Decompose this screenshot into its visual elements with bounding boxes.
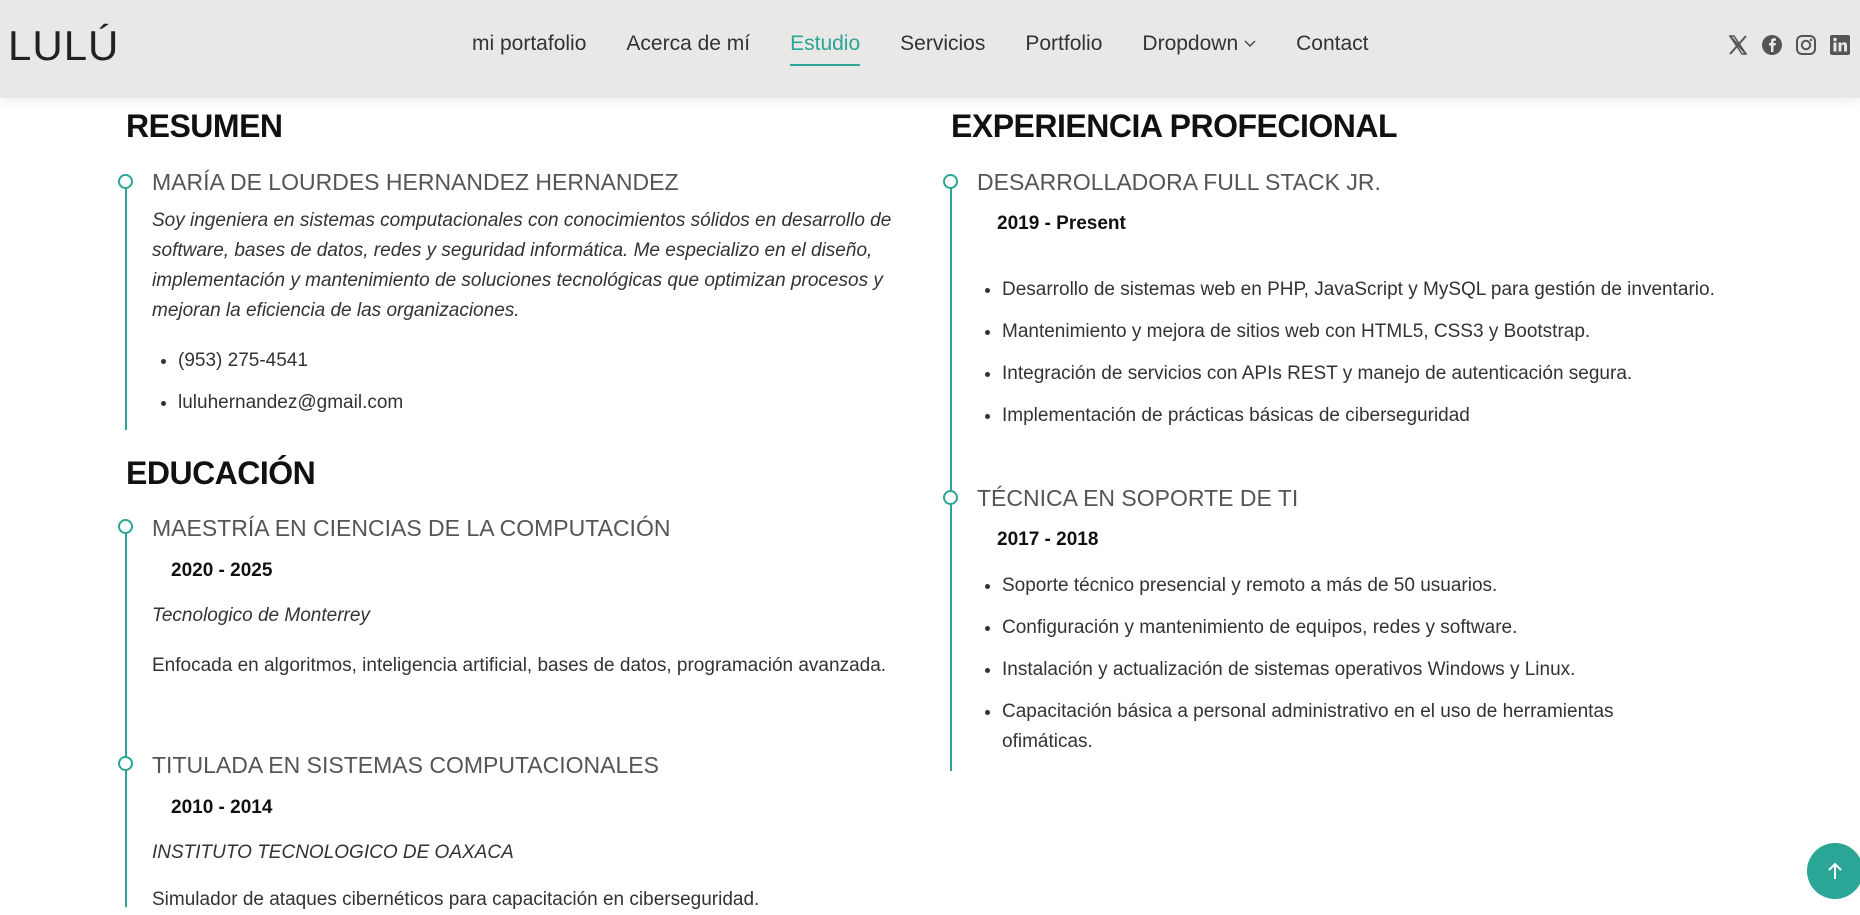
chevron-down-icon [1244, 40, 1256, 48]
arrow-up-icon [1826, 861, 1844, 881]
education-item-institution: Tecnologico de Monterrey [152, 605, 370, 626]
linkedin-icon[interactable] [1829, 34, 1851, 56]
instagram-icon[interactable] [1795, 34, 1817, 56]
experiencia-title: EXPERIENCIA PROFECIONAL [951, 108, 1398, 144]
experience-bullets [978, 275, 1832, 443]
resumen-title: RESUMEN [126, 108, 283, 144]
education-item-dates: 2020 - 2025 [171, 560, 273, 581]
timeline-dot [943, 490, 958, 505]
resumen-summary: Soy ingeniera en sistemas computacionales con conocimientos sólidos en desarrollo de software, bases de datos, redes y seguridad informática. Me especializo en el diseño, implementación y mantenimiento de soluciones tecnológicas que optimizan procesos y mejoran la eficiencia de las organizaciones. [152, 210, 892, 321]
list-item: • Mantenimiento y mejora de sitios web con HTML5, CSS3 y Bootstrap. [1002, 317, 1832, 347]
educacion-timeline [125, 527, 127, 907]
back-to-top-button[interactable] [1807, 843, 1860, 899]
site-logo[interactable]: LULÚ [8, 22, 120, 69]
contact-phone: • (953) 275-4541 [178, 346, 778, 376]
nav-portfolio[interactable]: Portfolio [1025, 32, 1103, 55]
nav-estudio[interactable]: Estudio [790, 32, 860, 66]
resumen-name: MARÍA DE LOURDES HERNANDEZ HERNANDEZ [152, 169, 679, 195]
experience-item-dates: 2017 - 2018 [997, 529, 1099, 550]
education-item-description: Enfocada en algoritmos, inteligencia artificial, bases de datos, programación avanzada. [152, 655, 887, 676]
x-icon[interactable] [1727, 34, 1749, 56]
experience-item-title: TÉCNICA EN SOPORTE DE TI [977, 485, 1299, 511]
list-item: • Integración de servicios con APIs REST y manejo de autenticación segura. [1002, 359, 1832, 389]
education-item-dates: 2010 - 2014 [171, 797, 273, 818]
education-item-title: TITULADA EN SISTEMAS COMPUTACIONALES [152, 752, 659, 778]
contact-list [154, 346, 778, 430]
main-nav [452, 32, 1389, 66]
site-header [0, 0, 1860, 98]
nav-servicios[interactable]: Servicios [900, 32, 986, 55]
nav-dropdown[interactable] [1142, 32, 1256, 66]
educacion-title: EDUCACIÓN [126, 455, 316, 491]
list-item: • Configuración y mantenimiento de equipos, redes y software. [1002, 613, 1702, 643]
timeline-dot [118, 174, 133, 189]
timeline-dot [943, 174, 958, 189]
experience-item-title: DESARROLLADORA FULL STACK JR. [977, 169, 1381, 195]
nav-contact[interactable]: Contact [1296, 32, 1369, 55]
list-item: • Soporte técnico presencial y remoto a más de 50 usuarios. [1002, 571, 1702, 601]
nav-mi-portafolio[interactable]: mi portafolio [472, 32, 587, 55]
social-links [1727, 34, 1851, 56]
experience-bullets [978, 571, 1702, 769]
list-item: • Implementación de prácticas básicas de ciberseguridad [1002, 401, 1832, 431]
list-item: • Capacitación básica a personal administrativo en el uso de herramientas ofimáticas. [1002, 697, 1702, 757]
experiencia-timeline [950, 182, 952, 771]
resumen-timeline [125, 182, 127, 430]
nav-acerca-de-mi[interactable]: Acerca de mí [626, 32, 751, 55]
list-item: • Instalación y actualización de sistemas operativos Windows y Linux. [1002, 655, 1702, 685]
education-item-title: MAESTRÍA EN CIENCIAS DE LA COMPUTACIÓN [152, 515, 671, 541]
education-item-description: Simulador de ataques cibernéticos para capacitación en ciberseguridad. [152, 889, 760, 910]
experience-item-dates: 2019 - Present [997, 213, 1126, 234]
education-item-institution: INSTITUTO TECNOLOGICO DE OAXACA [152, 842, 514, 863]
facebook-icon[interactable] [1761, 34, 1783, 56]
list-item: • Desarrollo de sistemas web en PHP, JavaScript y MySQL para gestión de inventario. [1002, 275, 1832, 305]
timeline-dot [118, 756, 133, 771]
nav-dropdown-label: Dropdown [1142, 32, 1239, 55]
timeline-dot [118, 519, 133, 534]
contact-email: • luluhernandez@gmail.com [178, 388, 778, 418]
